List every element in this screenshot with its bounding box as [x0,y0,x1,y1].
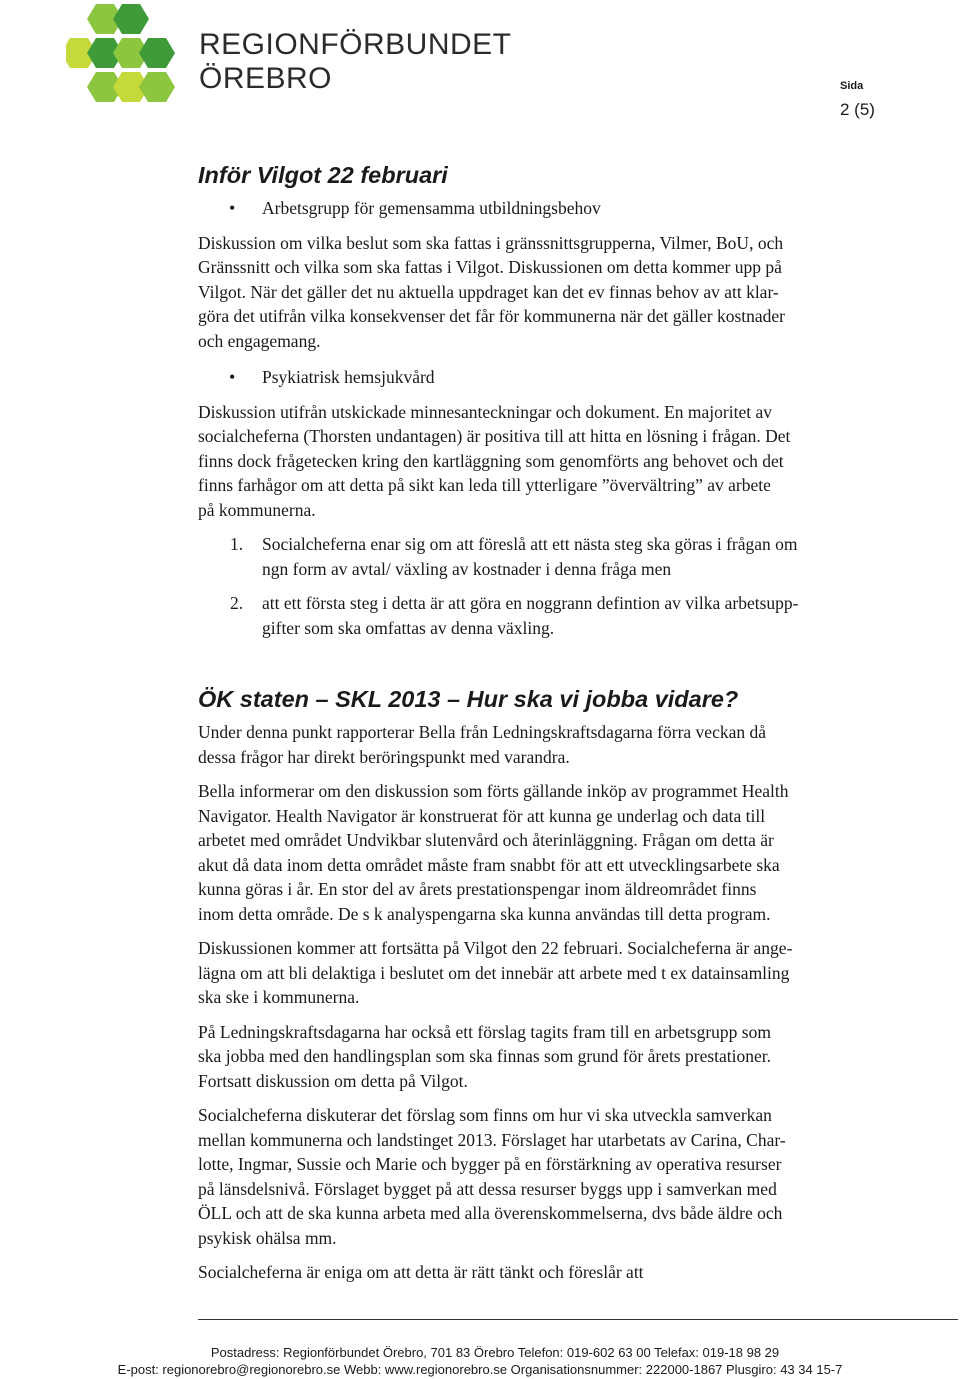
section-heading-ok-staten: ÖK staten – SKL 2013 – Hur ska vi jobba vidare? [198,686,739,712]
paragraph: Bella informerar om den diskussion som förts gällande inköp av programmet Health Navigator. Health Navigator är konstruerat för att kunna ge underlag och data till arbetet med området Undvikbar slutenvård och återinläggning. Frågan om detta är akut då data inom detta området måste fram snabbt för att ett utvecklingsarbete ska kunna göras i år. En stor del av årets prestationspengar inom äldreområdet finns inom detta område. De s k analyspengarna ska kunna användas till detta program. [198,781,789,924]
paragraph: På Ledningskraftsdagarna har också ett förslag tagits fram till en arbetsgrupp som ska jobba med den handlingsplan som ska finnas som grund för årets prestationer. Fortsatt diskussion om detta på Vilgot. [198,1021,772,1091]
document-body [198,160,928,1285]
paragraph: Under denna punkt rapporterar Bella från Ledningskraftsdagarna förra veckan då dessa frågor har direkt beröringspunkt med varandra. [198,722,767,767]
footer-divider [198,1319,958,1320]
regionforbundet-logo [66,2,512,112]
footer-contact: E-post: regionorebro@regionorebro.se Webb: www.regionorebro.se Organisationsnummer: 222000-1867 Plusgiro: 43 34 15-7 [117,1362,843,1377]
item-number: 2. [230,593,244,613]
numbered-item: 2. att ett första steg i detta är att göra en noggrann defintion av vilka arbetsupp- gifter som ska omfattas av denna växling. [230,593,799,638]
paragraph: Diskussionen kommer att fortsätta på Vilgot den 22 februari. Socialcheferna är ange- lägna om att bli delaktiga i beslutet om det innebär att arbete med t ex datainsamling ska ske i kommunerna. [198,938,793,1007]
bullet-item: • Arbetsgrupp för gemensamma utbildningsbehov [198,196,928,221]
section-heading-vilgot: Inför Vilgot 22 februari [198,162,448,188]
page-label: Sida [840,80,864,92]
hexagon-logo-icon [66,2,196,112]
paragraph: Socialcheferna diskuterar det förslag som finns om hur vi ska utveckla samverkan mellan kommunerna och landstinget 2013. Förslaget har utarbetats av Carina, Char- lotte, Ingmar, Sussie och Marie och bygger på en förstärkning av operativa resurser på länsdelsnivå. Förslaget bygget på att dessa resurser byggs upp i samverkan med ÖLL och att de ska kunna arbeta med alla överenskommelserna, dvs både äldre och psykisk ohälsa mm. [198,1105,786,1248]
paragraph: Diskussion utifrån utskickade minnesanteckningar och dokument. En majoritet av socialcheferna (Thorsten undantagen) är positiva till att hitta en lösning i frågan. Det finns dock frågetecken kring den kartläggning som genomförts ang behovet och det finns farhågor om att detta på sikt kan leda till ytterligare ”övervältring” av arbete på kommunerna. [198,401,791,520]
footer-address: Postadress: Regionförbundet Örebro, 701 83 Örebro Telefon: 019-602 63 00 Telefax: 019-18 98 29 [210,1345,780,1360]
logo-title-line2: ÖREBRO [199,62,333,95]
logo-title-line1: REGIONFÖRBUNDET [199,28,512,61]
page-number: 2 (5) [840,100,875,119]
bullet-item: • Psykiatrisk hemsjukvård [198,365,928,390]
numbered-item: 1. Socialcheferna enar sig om att föreslå att ett nästa steg ska göras i frågan om ngn form av avtal/ växling av kostnader i denna fråga men [230,534,798,579]
paragraph: Socialcheferna är eniga om att detta är rätt tänkt och föreslår att [198,1262,644,1282]
item-number: 1. [230,534,244,554]
paragraph: Diskussion om vilka beslut som ska fattas i gränssnittsgrupperna, Vilmer, BoU, och Gränssnitt och vilka som ska fattas i Vilgot. Diskussionen om detta kommer upp på Vilgot. När det gäller det nu aktuella uppdraget kan det ev finnas behov av att klar- göra det utifrån vilka konsekvenser det får för kommunerna när det gäller kostnader och engagemang. [198,232,786,351]
